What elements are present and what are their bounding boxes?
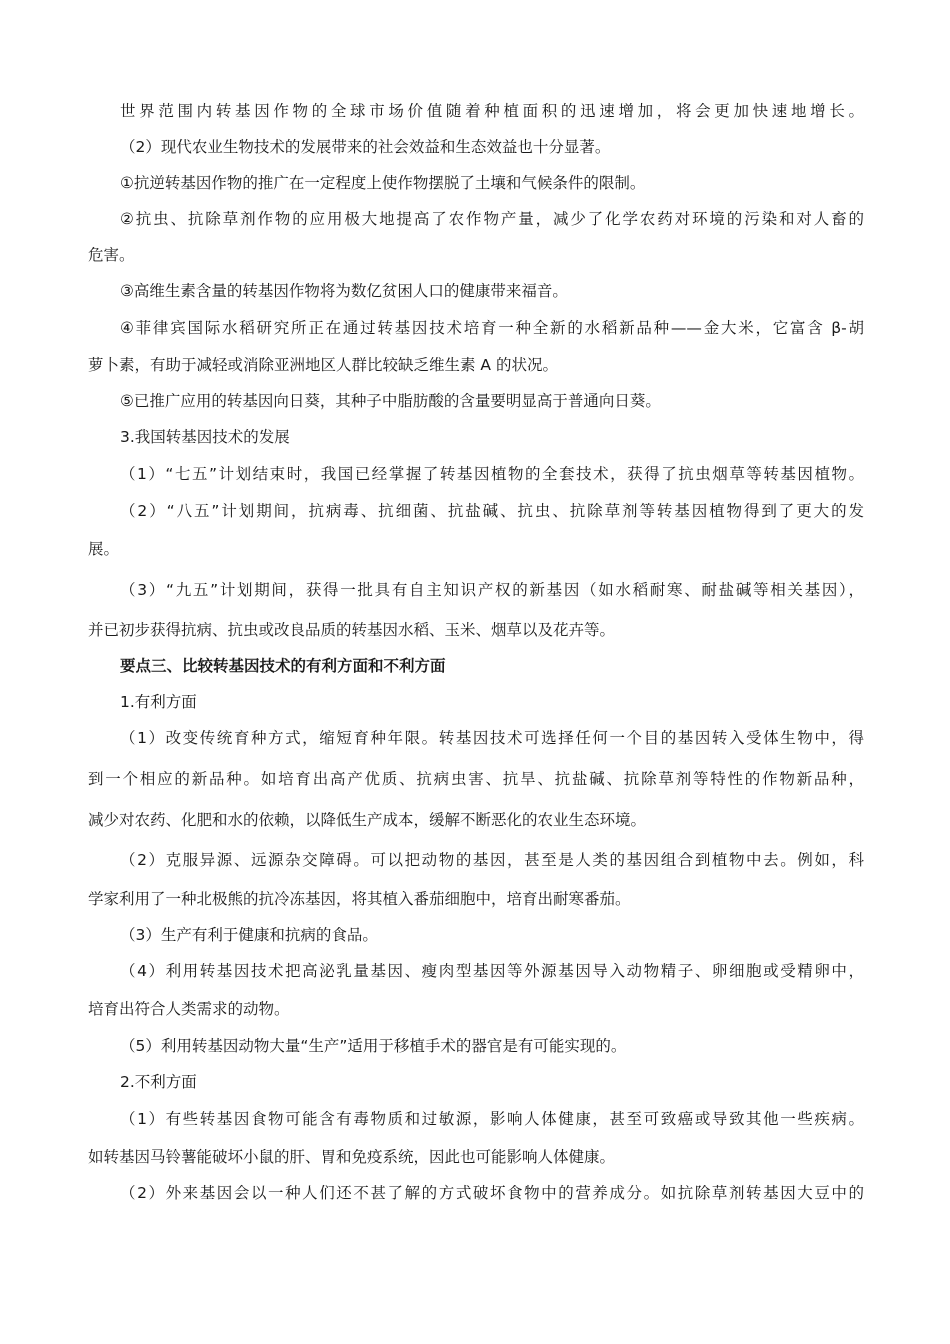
paragraph-line: ②抗虫、抗除草剂作物的应用极大地提高了农作物产量，减少了化学农药对环境的污染和对人畜的 <box>120 210 864 228</box>
paragraph-line: （4）利用转基因技术把高泌乳量基因、瘦肉型基因等外源基因导入动物精子、卵细胞或受精卵中， <box>120 962 864 980</box>
paragraph-line: （2）外来基因会以一种人们还不甚了解的方式破坏食物中的营养成分。如抗除草剂转基因大豆中的 <box>120 1184 864 1202</box>
paragraph-line: 萝卜素，有助于减轻或消除亚洲地区人群比较缺乏维生素 A 的状况。 <box>88 356 558 374</box>
paragraph-line: （3）“九五”计划期间，获得一批具有自主知识产权的新基因（如水稻耐寒、耐盐碱等相关基因）， <box>120 581 864 599</box>
paragraph-line: 到一个相应的新品种。如培育出高产优质、抗病虫害、抗旱、抗盐碱、抗除草剂等特性的作物新品种， <box>88 770 864 788</box>
paragraph-line: （1）有些转基因食物可能含有毒物质和过敏源，影响人体健康，甚至可致癌或导致其他一些疾病。 <box>120 1110 864 1128</box>
paragraph-line: 学家利用了一种北极熊的抗冷冻基因，将其植入番茄细胞中，培育出耐寒番茄。 <box>88 890 631 908</box>
subheading: 3.我国转基因技术的发展 <box>120 428 290 446</box>
paragraph-line: （2）“八五”计划期间，抗病毒、抗细菌、抗盐碱、抗虫、抗除草剂等转基因植物得到了更大的发 <box>120 502 864 520</box>
subheading: 2.不利方面 <box>120 1073 197 1091</box>
paragraph-line: 减少对农药、化肥和水的依赖，以降低生产成本，缓解不断恶化的农业生态环境。 <box>88 811 647 829</box>
paragraph-line: （5）利用转基因动物大量“生产”适用于移植手术的器官是有可能实现的。 <box>120 1037 627 1055</box>
subheading: 1.有利方面 <box>120 693 197 711</box>
paragraph-line: 危害。 <box>88 246 135 264</box>
paragraph-line: （2）现代农业生物技术的发展带来的社会效益和生态效益也十分显著。 <box>120 138 611 156</box>
paragraph-line: 并已初步获得抗病、抗虫或改良品质的转基因水稻、玉米、烟草以及花卉等。 <box>88 621 616 639</box>
paragraph-line: ④菲律宾国际水稻研究所正在通过转基因技术培育一种全新的水稻新品种——金大米，它富含 β-胡 <box>120 319 864 337</box>
paragraph-line: 如转基因马铃薯能破坏小鼠的肝、胃和免疫系统，因此也可能影响人体健康。 <box>88 1148 616 1166</box>
section-heading: 要点三、比较转基因技术的有利方面和不利方面 <box>120 657 446 675</box>
paragraph-line: （1）改变传统育种方式，缩短育种年限。转基因技术可选择任何一个目的基因转入受体生物中，得 <box>120 729 864 747</box>
paragraph-line: （3）生产有利于健康和抗病的食品。 <box>120 926 378 944</box>
paragraph-line: 培育出符合人类需求的动物。 <box>88 1000 290 1018</box>
paragraph-line: ⑤已推广应用的转基因向日葵，其种子中脂肪酸的含量要明显高于普通向日葵。 <box>120 392 661 410</box>
paragraph-line: （1）“七五”计划结束时，我国已经掌握了转基因植物的全套技术，获得了抗虫烟草等转基因植物。 <box>120 465 864 483</box>
paragraph-line: （2）克服异源、远源杂交障碍。可以把动物的基因，甚至是人类的基因组合到植物中去。例如，科 <box>120 851 864 869</box>
paragraph-line: 展。 <box>88 540 120 558</box>
paragraph-line: ③高维生素含量的转基因作物将为数亿贫困人口的健康带来福音。 <box>120 282 568 300</box>
paragraph-line: ①抗逆转基因作物的推广在一定程度上使作物摆脱了土壤和气候条件的限制。 <box>120 174 646 192</box>
paragraph-line: 世界范围内转基因作物的全球市场价值随着种植面积的迅速增加，将会更加快速地增长。 <box>120 102 864 120</box>
